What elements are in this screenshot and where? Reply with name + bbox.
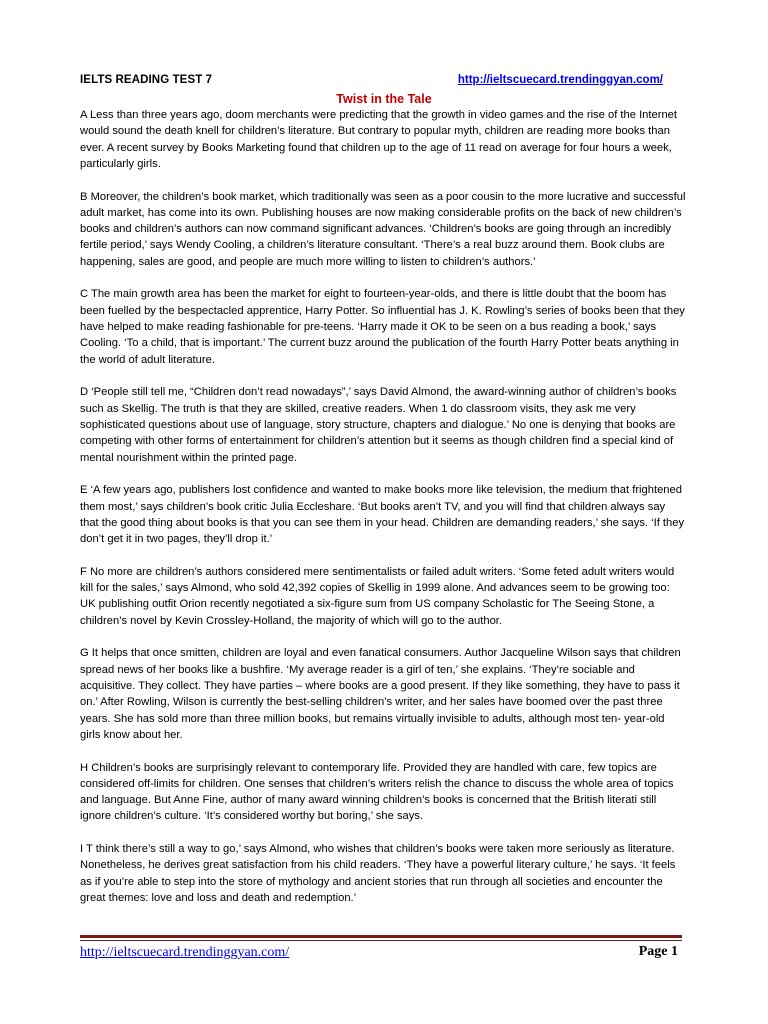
paragraph-g: G It helps that once smitten, children are loyal and even fanatical consumers. Author Jacqueline Wilson says that children spread news of her books like a bushfire. ‘My average reader is a girl of ten,’ she explains. ‘They’re sociable and acquisitive. They collect. They have parties – where books are a good present. If they like something, they have to pass it on.’ After Rowling, Wilson is currently the best-selling children’s writer, and her sales have boomed over the past three years. She has sold more than three million books, but remains virtually invisible to adults, although most ten- year-old girls know about her.: [80, 647, 681, 741]
header-link[interactable]: http://ieltscuecard.trendinggyan.com/: [457, 74, 663, 86]
paragraph-h: H Children’s books are surprisingly relevant to contemporary life. Provided they are handled with care, few topics are considered off-limits for children. One senses that children’s writers relish the chance to discuss the whole area of topics and language. But Anne Fine, author of many award winning children’s books is concerned that the British literati still ignore children’s culture. ‘It’s considered worthy but boring,’ she says.: [80, 761, 674, 823]
footer-rule-thick: [80, 935, 682, 938]
test-title: IELTS READING TEST 7: [80, 74, 213, 86]
paragraph-d: D ‘People still tell me, “Children don’t read nowadays”,’ says David Almond, the award-winning author of children’s books such as Skellig. The truth is that they are skilled, creative readers. When 1 do classroom visits, they ask me very sophisticated questions about use of language, story structure, chapters and dialogue.’ No one is denying that books are competing with other forms of entertainment for children’s attention but it seems as though children find a special kind of mental nourishment within the printed page.: [80, 386, 677, 464]
paragraph-c: C The main growth area has been the market for eight to fourteen-year-olds, and there is little doubt that the boom has been fuelled by the bespectacled apprentice, Harry Potter. So influential has J. K. Rowling’s series of books been that they have helped to make reading fashionable for pre-teens. ‘Harry made it OK to be seen on a bus reading a book,’ says Cooling. ‘To a child, that is important.’ The current buzz around the publication of the fourth Harry Potter beats anything in the world of adult literature.: [80, 288, 685, 366]
document-title: Twist in the Tale: [336, 92, 432, 106]
page-number: Page 1: [638, 944, 678, 959]
paragraph-i: I T think there’s still a way to go,’ says Almond, who wishes that children’s books were taken more seriously as literature. Nonetheless, he derives great satisfaction from his child readers. ‘They have a powerful literary culture,’ he says. ‘It feels as if you’re able to step into the store of mythology and ancient stories that run through all societies and encounter the great themes: love and loss and death and redemption.’: [80, 843, 676, 904]
paragraph-b: B Moreover, the children’s book market, which traditionally was seen as a poor cousin to the more lucrative and successful adult market, has come into its own. Publishing houses are now making considerable profits on the back of new children’s books and children’s authors can now command significant advances. ‘Children’s books are going through an incredibly fertile period,’ says Wendy Cooling, a children’s literature consultant. ‘There’s a real buzz around them. Book clubs are happening, sales are good, and people are much more willing to listen to children’s authors.’: [80, 190, 686, 268]
paragraph-e: E ‘A few years ago, publishers lost confidence and wanted to make books more like television, the medium that frightened them most,’ says children’s book critic Julia Eccleshare. ‘But books aren’t TV, and you will find that children always say that the good thing about books is that you can see them in your head. Children are demanding readers,’ she says. ‘If they don’t get it in two pages, they’ll drop it.’: [80, 484, 685, 546]
footer-rule-thin: [80, 940, 682, 941]
paragraph-f: F No more are children’s authors considered mere sentimentalists or failed adult writers. ‘Some feted adult writers would kill for the sales,’ says Almond, who sold 42,392 copies of Skellig in 1999 alone. And advances seem to be growing too: UK publishing outfit Orion recently negotiated a six-figure sum from US company Scholastic for The Seeing Stone, a children’s novel by Kevin Crossley-Holland, the majority of which will go to the author.: [80, 565, 675, 627]
document-body: [80, 107, 686, 923]
footer-link[interactable]: http://ieltscuecard.trendinggyan.com/: [80, 945, 290, 960]
paragraph-a: A Less than three years ago, doom merchants were predicting that the growth in video games and the rise of the Internet would sound the death knell for children’s literature. But contrary to popular myth, children are reading more books than ever. A recent survey by Books Marketing found that children up to the age of 11 read on average for four hours a week, particularly girls.: [80, 109, 678, 170]
page-header: [80, 74, 690, 90]
